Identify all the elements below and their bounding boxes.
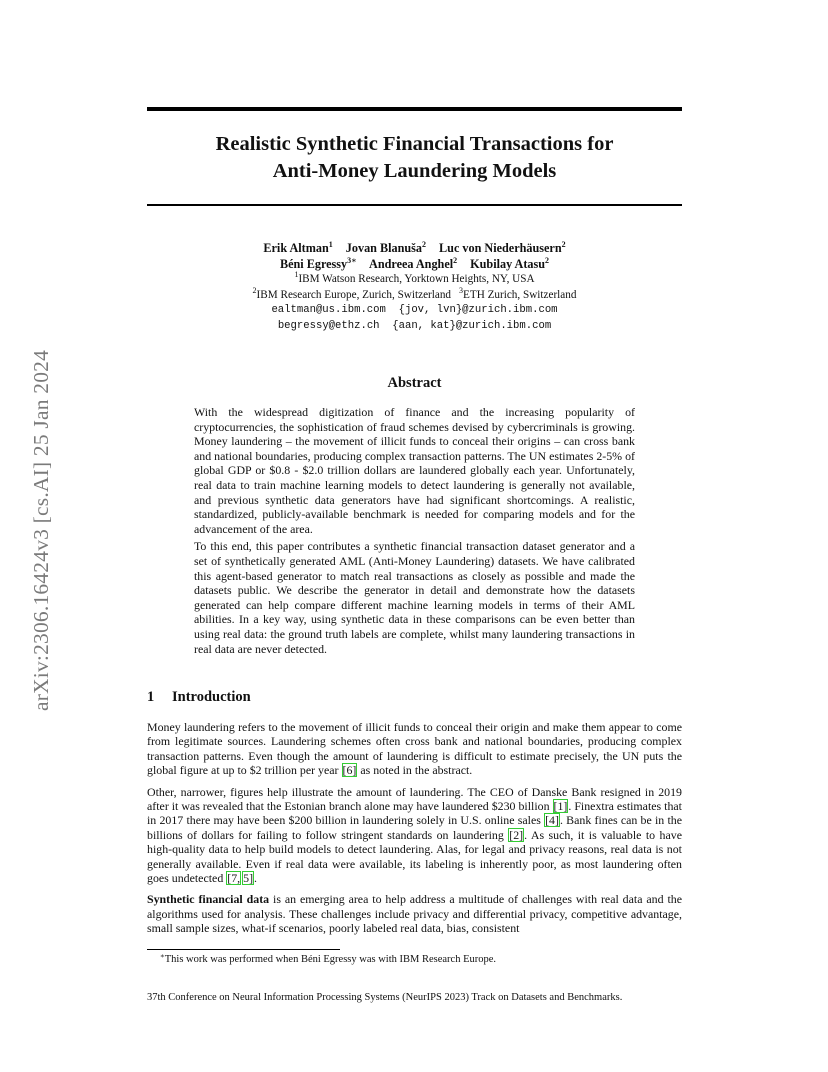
paper-title-line-1: Realistic Synthetic Financial Transactions for [215,133,614,155]
abstract-paragraph-2: To this end, this paper contributes a synthetic financial transaction dataset generator and a set of synthetically generated AML (Anti-Money Laundering) datasets. We have calibrated this agent-based generator to match real transactions as closely as possible and made the datasets public. We describe the generator in detail and demonstrate how the datasets generated can help compare different machine learning models in terms of their AML abilities. In a key way, using synthetic data in these comparisons can be even better than using real data: the ground truth labels are complete, whilst many laundering transactions in real data are never detected. [194,539,635,656]
paragraph-text: is an emerging area to help address a multitude of challenges with real data and the algorithms used for analysis. These challenges include privacy and differential privacy, competitive advantage, small sample sizes, what-if scenarios, poorly labeled real data, bias, consistent [147,892,682,936]
author-affiliation-mark: 2 [453,255,458,265]
affiliation-mark: 3 [459,285,464,295]
paragraph-text: . Finextra estimates that in 2017 there may have been $200 billion in laundering solely in U.S. online sales [147,799,682,828]
abstract-body [194,405,635,659]
affiliation-text: ETH Zurich, Switzerland [463,288,577,301]
author-affiliation-mark: 3∗ [347,255,357,265]
paper-title-line-2: Anti-Money Laundering Models [272,160,557,182]
author-name: Jovan Blanuša [345,241,422,255]
section-heading-introduction [147,688,251,706]
footnote-rule [147,949,340,950]
abstract-heading: Abstract [387,375,442,391]
paper-title [147,131,682,185]
arxiv-identifier-text: arXiv:2306.16424v3 [cs.AI] 25 Jan 2024 [29,349,54,712]
abstract-paragraph-1: With the widespread digitization of finance and the increasing popularity of cryptocurrencies, the sophistication of fraud schemes devised by cybercriminals is growing. Money laundering – the movement of illicit funds to conceal their origins – can cross bank and national boundaries, producing complex transaction patterns. The UN estimates 2-5% of global GDP or $0.8 - $2.0 trillion dollars are laundered globally each year. Unfortunately, real data to train machine learning models to detect laundering is generally not available, and previous synthetic data generators have had significant shortcomings. A realistic, standardized, publicly-available benchmark is needed for comparing models and for the advancement of the area. [194,405,635,536]
venue-footer: 37th Conference on Neural Information Processing Systems (NeurIPS 2023) Track on Datasets and Benchmarks. [147,992,623,1003]
intro-paragraph-1 [147,720,682,778]
paragraph-text: . Bank fines can be in the billions of dollars for failing to follow stringent standards on laundering [147,813,682,842]
affiliation-text: IBM Research Europe, Zurich, Switzerland [256,288,452,301]
author-name: Andreea Anghel [369,256,454,271]
section-title: Introduction [172,689,251,705]
affiliation-line-1 [147,272,682,288]
author-affiliation-mark: 1 [328,240,333,249]
footnote-text: This work was performed when Béni Egressy was with IBM Research Europe. [164,954,497,965]
paragraph-text: Other, narrower, figures help illustrate the amount of laundering. The CEO of Danske Bank resigned in 2019 after it was revealed that the Estonian branch alone may have laundered $230 billion [147,784,682,814]
footnote-mark: ∗ [160,952,165,960]
paragraph-text: as noted in the abstract. [357,763,473,778]
author-names-line-2 [147,257,682,273]
intro-paragraph-3 [147,892,682,935]
affiliation-mark: 1 [294,270,299,279]
arxiv-identifier-stamp [24,298,60,763]
citation-link[interactable]: [7, [227,871,241,886]
author-affiliation-mark: 2 [422,240,426,249]
author-block [147,241,682,334]
author-name: Luc von Niederhäusern [439,241,562,255]
title-bottom-rule [147,204,682,206]
citation-link[interactable]: [4] [545,813,559,828]
introduction-body [147,720,682,943]
section-number: 1 [147,689,155,705]
bold-phrase: Synthetic financial data [147,892,270,907]
citation-link[interactable]: [1] [553,799,568,814]
citation-link[interactable]: [6] [342,763,357,778]
affiliation-mark: 2 [252,285,257,295]
citation-link[interactable]: 5] [243,871,254,886]
paragraph-text: . [254,871,258,886]
author-name: Kubilay Atasu [470,256,546,271]
paragraph-text: . As such, it is valuable to have high-quality data to help build models to detect laundering. Alas, for legal and privacy reasons, real data is not generally available. Even if real data were available, its labeling is inherently poor, as most laundering often goes undetected [147,827,682,886]
author-names-line-1 [147,241,682,257]
author-name: Erik Altman [263,241,329,255]
footnote [160,953,496,966]
email-line-1: ealtman@us.ibm.com {jov, lvn}@zurich.ibm.com [271,304,558,316]
intro-paragraph-2 [147,785,682,886]
paragraph-text: Money laundering refers to the movement of illicit funds to conceal their origin and make them appear to come from legitimate sources. Laundering schemes often cross bank and national boundaries, producing complex transaction patterns. Even though the amount of laundering is difficult to estimate precisely, the UN puts the global figure at up to $2 trillion per year [147,720,682,778]
author-name: Béni Egressy [279,256,348,271]
email-line-2: begressy@ethz.ch {aan, kat}@zurich.ibm.com [277,319,552,332]
title-top-rule [147,107,682,111]
citation-link[interactable]: [2] [509,827,524,842]
affiliation-line-2 [147,285,682,304]
affiliation-text: IBM Watson Research, Yorktown Heights, NY, USA [298,273,535,285]
author-affiliation-mark: 2 [561,240,566,249]
author-affiliation-mark: 2 [545,255,550,265]
